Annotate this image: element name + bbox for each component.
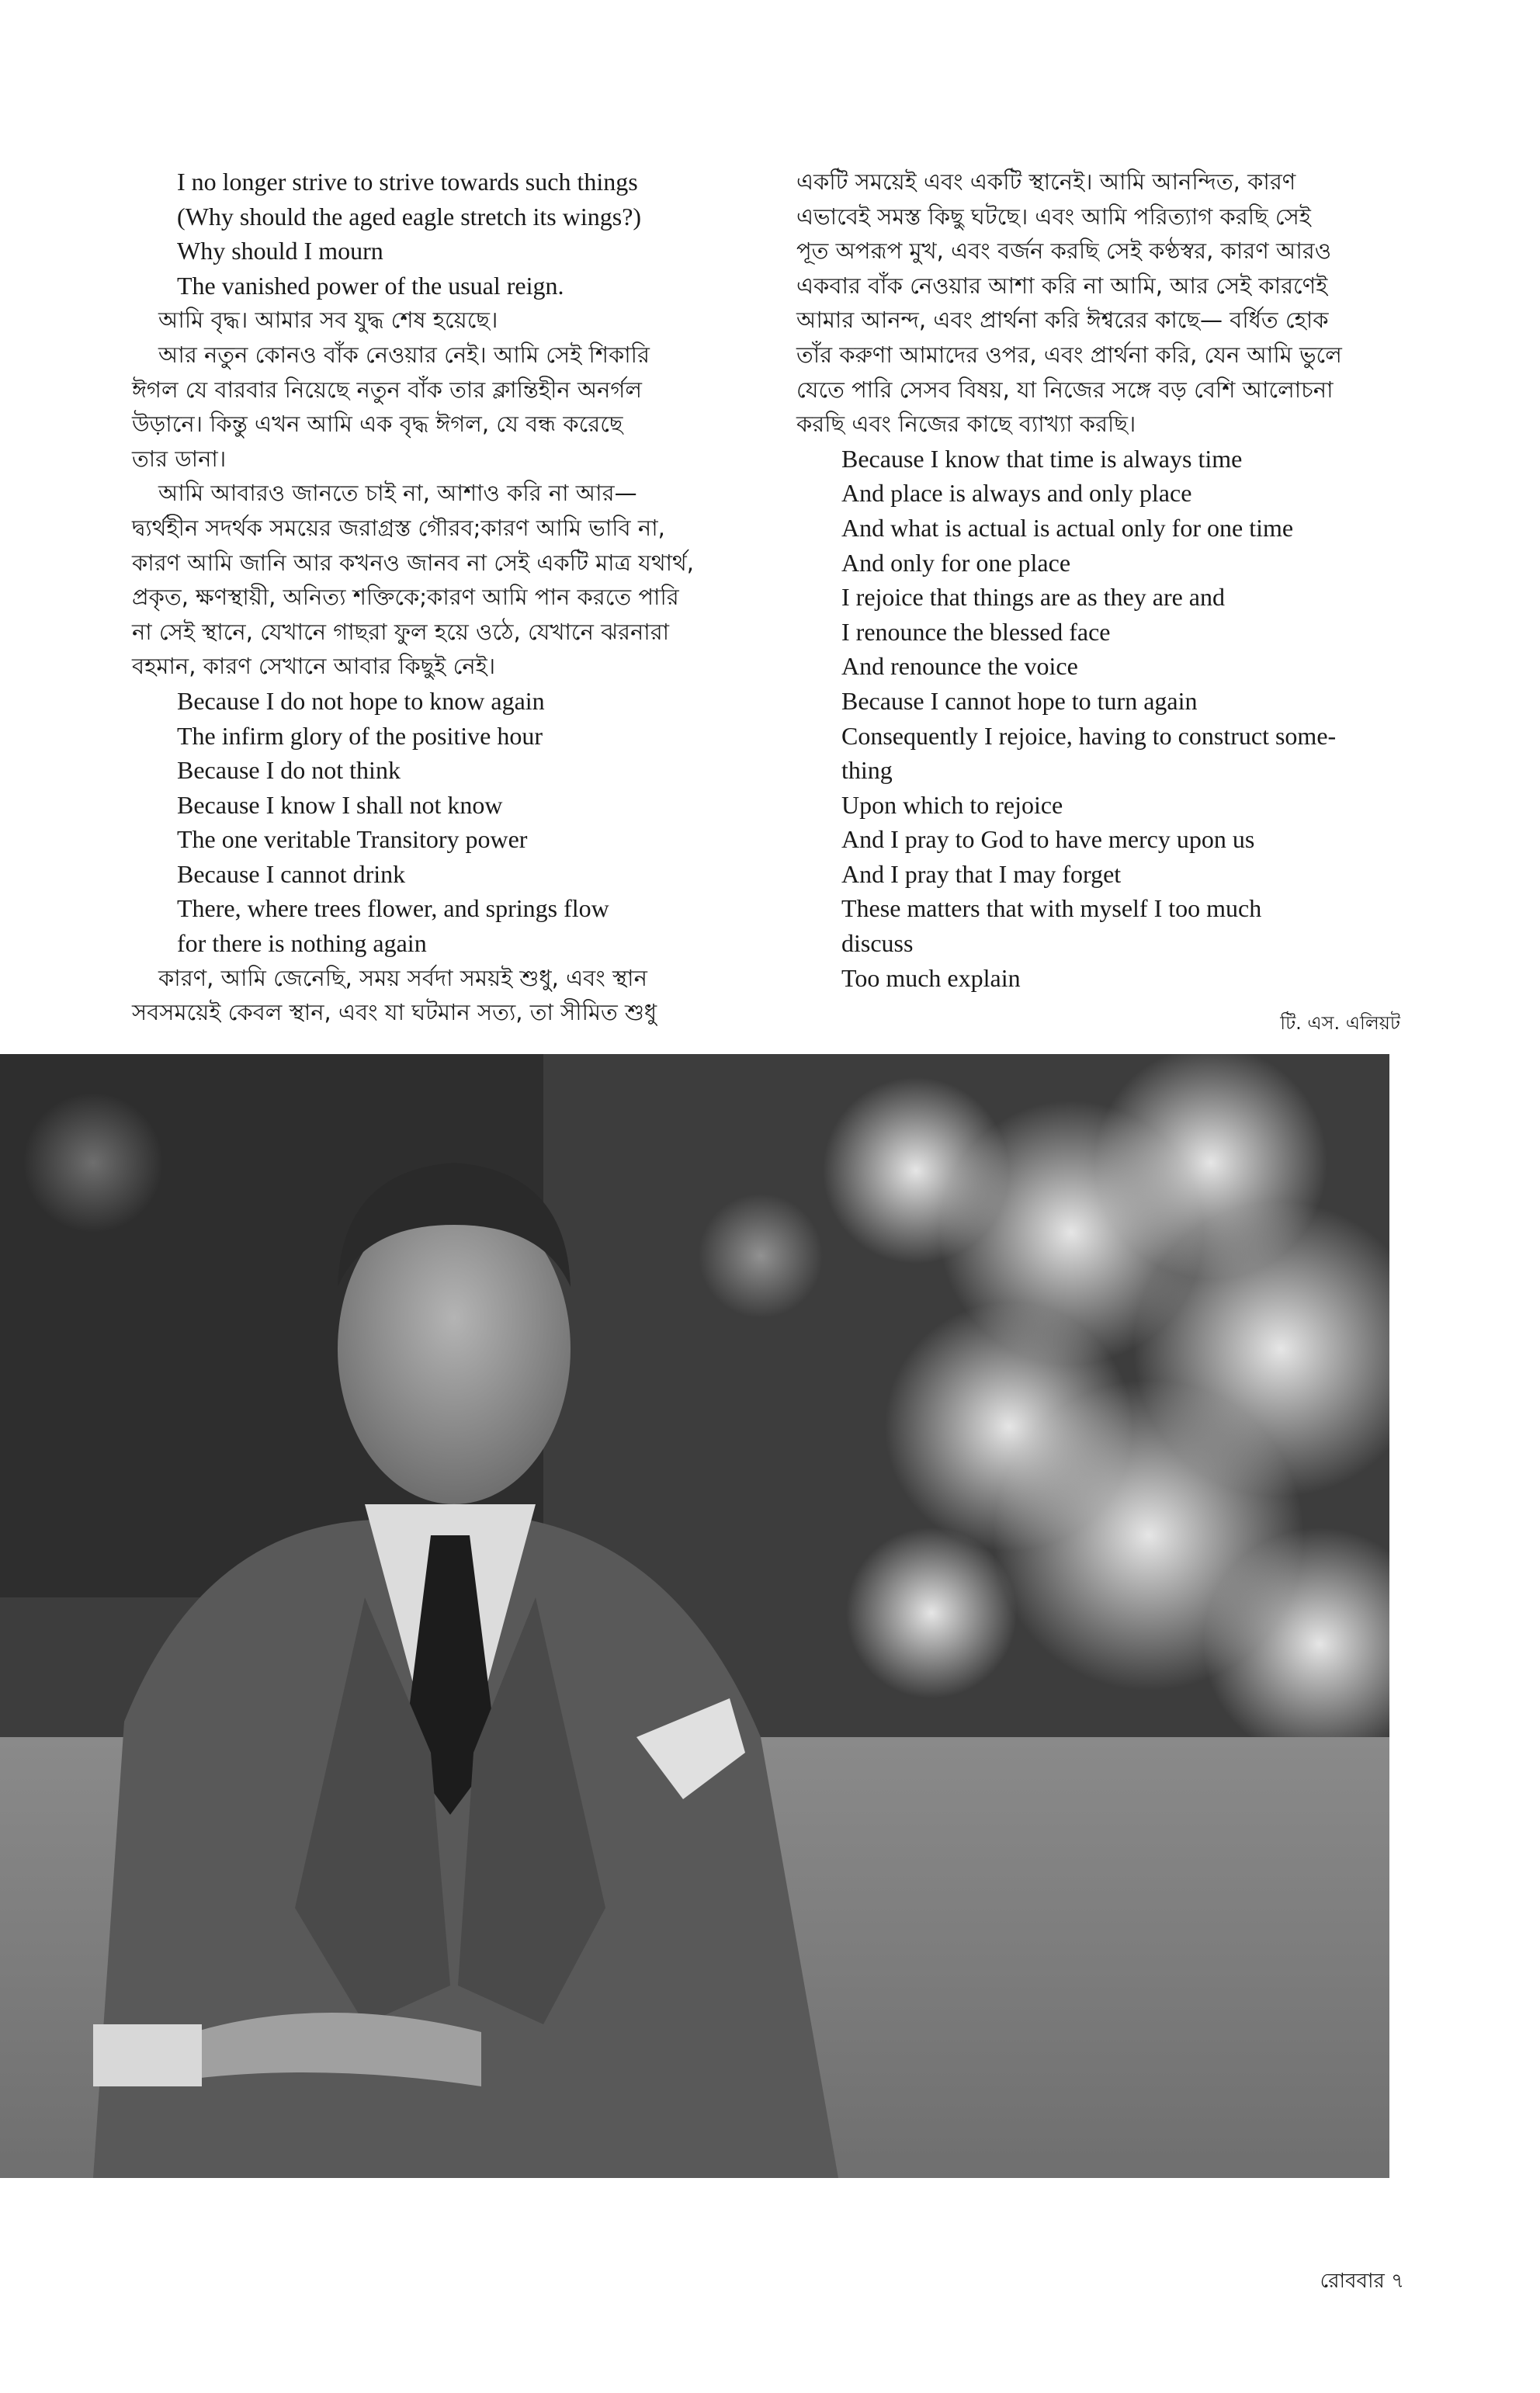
english-verse-line: I rejoice that things are as they are and <box>841 583 1225 612</box>
english-verse-line: I renounce the blessed face <box>841 617 1111 646</box>
english-verse-line: And place is always and only place <box>841 479 1192 508</box>
bengali-translation-line: উড়ানে। কিন্তু এখন আমি এক বৃদ্ধ ঈগল, যে বন্ধ করেছে <box>132 411 623 438</box>
english-verse-line: Because I cannot drink <box>177 859 406 888</box>
english-verse-line: And what is actual is actual only for one time <box>841 513 1294 542</box>
bengali-translation-line: আমার আনন্দ, এবং প্রার্থনা করি ঈশ্বরের কাছে— বর্ধিত হোক <box>796 307 1329 334</box>
english-verse-line: discuss <box>841 929 914 958</box>
bengali-translation-line: একটি সময়েই এবং একটি স্থানেই। আমি আনন্দিত, কারণ <box>796 168 1296 195</box>
english-verse-line: Because I do not think <box>177 756 401 785</box>
poem-column-right <box>796 165 1402 995</box>
bengali-translation-line: একবার বাঁক নেওয়ার আশা করি না আমি, আর সেই কারণেই <box>796 272 1328 299</box>
bengali-translation-line: কারণ আমি জানি আর কখনও জানব না সেই একটি মাত্র যথার্থ, <box>132 549 695 576</box>
bengali-translation-line: আমি বৃদ্ধ। আমার সব যুদ্ধ শেষ হয়েছে। <box>158 307 498 334</box>
bengali-translation-line: ঈগল যে বারবার নিয়েছে নতুন বাঁক তার ক্লান্তিহীন অনর্গল <box>132 376 642 403</box>
english-verse-line: And I pray to God to have mercy upon us <box>841 825 1255 854</box>
english-verse-line: The one veritable Transitory power <box>177 825 528 854</box>
english-verse-line: And I pray that I may forget <box>841 859 1122 888</box>
author-credit: টি. এস. এলিয়ট <box>1280 1012 1400 1034</box>
english-verse-line: The vanished power of the usual reign. <box>177 271 564 300</box>
english-verse-line: thing <box>841 756 893 785</box>
bengali-translation-line: পূত অপরূপ মুখ, এবং বর্জন করছি সেই কণ্ঠস্বর, কারণ আরও <box>796 238 1332 265</box>
english-verse-line: And only for one place <box>841 548 1071 577</box>
author-portrait-photo <box>0 1054 1389 2178</box>
english-verse-line: There, where trees flower, and springs flow <box>177 894 609 923</box>
bengali-translation-line: কারণ, আমি জেনেছি, সময় সর্বদা সময়ই শুধু, এবং স্থান <box>158 964 647 991</box>
english-verse-line: Too much explain <box>841 963 1021 992</box>
bengali-translation-line: যেতে পারি সেসব বিষয়, যা নিজের সঙ্গে বড় বেশি আলোচনা <box>796 376 1334 403</box>
bengali-translation-line: করছি এবং নিজের কাছে ব্যাখ্যা করছি। <box>796 411 1136 438</box>
bengali-translation-line: বহমান, কারণ সেখানে আবার কিছুই নেই। <box>132 653 496 680</box>
english-verse-line: The infirm glory of the positive hour <box>177 721 543 750</box>
bengali-translation-line: আমি আবারও জানতে চাই না, আশাও করি না আর— <box>158 480 637 507</box>
english-verse-line: Because I know I shall not know <box>177 790 503 819</box>
english-verse-line: Why should I mourn <box>177 237 383 265</box>
bengali-translation-line: প্রকৃত, ক্ষণস্থায়ী, অনিত্য শক্তিকে;কারণ আমি পান করতে পারি <box>132 584 679 611</box>
bengali-translation-line: এভাবেই সমস্ত কিছু ঘটছে। এবং আমি পরিত্যাগ করছি সেই <box>796 203 1311 230</box>
english-verse-line: (Why should the aged eagle stretch its wings?) <box>177 202 642 231</box>
bengali-translation-line: আর নতুন কোনও বাঁক নেওয়ার নেই। আমি সেই শিকারি <box>158 341 650 368</box>
english-verse-line: Upon which to rejoice <box>841 790 1063 819</box>
english-verse-line: And renounce the voice <box>841 652 1078 681</box>
english-verse-line: These matters that with myself I too much <box>841 894 1262 923</box>
bengali-translation-line: তার ডানা। <box>132 445 227 472</box>
english-verse-line: Consequently I rejoice, having to construct some- <box>841 721 1337 750</box>
english-verse-line: Because I do not hope to know again <box>177 686 545 715</box>
english-verse-line: Because I cannot hope to turn again <box>841 686 1198 715</box>
bengali-translation-line: তাঁর করুণা আমাদের ওপর, এবং প্রার্থনা করি, যেন আমি ভুলে <box>796 341 1342 368</box>
bengali-translation-line: দ্ব্যর্থহীন সদর্থক সময়ের জরাগ্রস্ত গৌরব;কারণ আমি ভাবি না, <box>132 514 665 541</box>
bengali-translation-line: না সেই স্থানে, যেখানে গাছরা ফুল হয়ে ওঠে, যেখানে ঝরনারা <box>132 618 670 645</box>
poem-column-left <box>132 165 706 1030</box>
bengali-translation-line: সবসময়েই কেবল স্থান, এবং যা ঘটমান সত্য, তা সীমিত শুধু <box>132 999 657 1026</box>
english-verse-line: I no longer strive to strive towards such things <box>177 168 638 196</box>
english-verse-line: for there is nothing again <box>177 929 427 958</box>
page-footer: রোববার ৭ <box>1320 2270 1404 2293</box>
english-verse-line: Because I know that time is always time <box>841 444 1243 473</box>
